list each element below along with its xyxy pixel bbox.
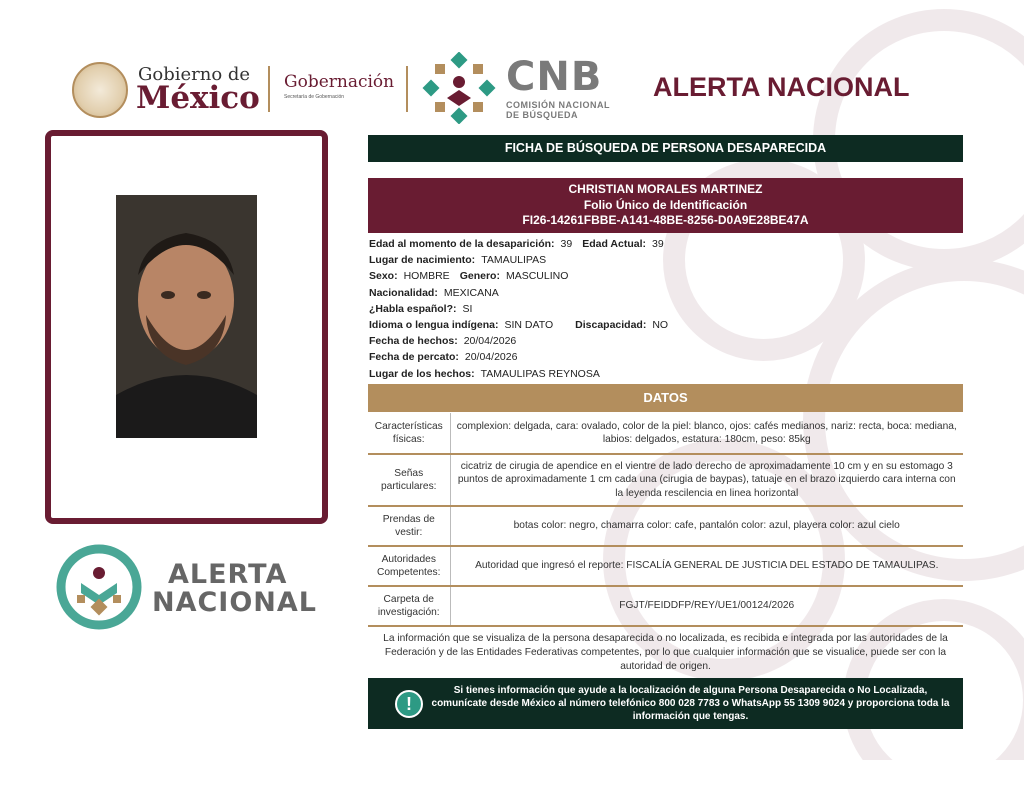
logo-line2: NACIONAL	[152, 587, 318, 618]
alerta-nacional-logo	[55, 543, 335, 631]
cnb-emblem-icon	[418, 52, 500, 124]
alert-icon: !	[395, 690, 423, 718]
gobierno-de-mexico-logo	[72, 60, 262, 118]
senas-label: Señas particulares:	[368, 454, 450, 506]
person-portrait-image	[116, 195, 257, 438]
caracteristicas-value: complexion: delgada, cara: ovalado, color de la piel: blanco, ojos: cafés medianos, nariz: recta, boca: mediana, labios: delgados, estatura: 180cm, peso: 85kg	[450, 413, 963, 454]
idioma-value: SIN DATO	[504, 319, 554, 332]
cnb-subtitle-line2: DE BÚSQUEDA	[506, 110, 579, 120]
person-photo	[116, 195, 257, 438]
sexo-value: HOMBRE	[403, 270, 450, 283]
edad-actual-label: Edad Actual:	[582, 238, 647, 250]
habla-value: SI	[462, 302, 473, 315]
fecha-percato-label: Fecha de percato:	[369, 351, 459, 364]
cnb-subtitle-line1: COMISIÓN NACIONAL	[506, 100, 610, 110]
alerta-nacional-emblem-icon	[55, 543, 143, 631]
sexo-label: Sexo:	[369, 270, 398, 283]
table-row	[368, 546, 963, 586]
photo-frame	[45, 130, 328, 524]
autoridades-value: Autoridad que ingresó el reporte: FISCALÍA GENERAL DE JUSTICIA DEL ESTADO DE TAMAULIPAS.	[450, 546, 963, 586]
discapacidad-value: NO	[652, 319, 669, 332]
folio-value: FI26-14261FBBE-A141-48BE-8256-D0A9E28BE47A	[522, 213, 809, 227]
prendas-label: Prendas de vestir:	[368, 506, 450, 546]
genero-label: Genero:	[459, 270, 500, 283]
lugar-hechos-label: Lugar de los hechos:	[369, 367, 475, 380]
autoridades-label: Autoridades Competentes:	[368, 546, 450, 586]
datos-title-bar: DATOS	[368, 384, 963, 412]
edad-actual-value: 39	[652, 238, 664, 250]
gobernacion-subtitle: Secretaría de Gobernación	[284, 94, 345, 100]
fecha-hechos-value: 20/04/2026	[463, 335, 517, 348]
senas-value: cicatriz de cirugia de apendice en el vientre de lado derecho de aproximadamente 10 cm y en su estomago 3 puntos de aproximadamente 1 cm cada una (cirugia de baypas), tatuaje en el brazo izquierdo cara interna con la leyenda rescilencia en linea horizontal	[450, 454, 963, 506]
nacionalidad-value: MEXICANA	[443, 286, 499, 299]
contact-text: Si tienes información que ayude a la localización de alguna Persona Desaparecida o No Localizada, comunícate desde México al número telefónico 800 028 7783 o WhatsApp 55 1309 9024 y proporciona toda la información que tengas.	[431, 685, 950, 722]
gobierno-line2: México	[136, 80, 260, 116]
carpeta-value: FGJT/FEIDDFP/REY/UE1/00124/2026	[450, 586, 963, 626]
table-row	[368, 413, 963, 454]
habla-label: ¿Habla español?:	[369, 302, 457, 315]
fecha-hechos-label: Fecha de hechos:	[369, 335, 458, 348]
fecha-percato-value: 20/04/2026	[464, 351, 518, 364]
table-row	[368, 506, 963, 546]
gobernacion-logo	[284, 72, 404, 102]
alerta-nacional-title: ALERTA NACIONAL	[653, 72, 910, 102]
gobierno-line1: Gobierno de	[138, 64, 251, 85]
divider	[268, 66, 270, 112]
logo-line1: ALERTA	[168, 559, 288, 590]
nacionalidad-label: Nacionalidad:	[369, 286, 438, 299]
lugar-hechos-value: TAMAULIPAS REYNOSA	[480, 367, 600, 380]
datos-table	[368, 413, 963, 627]
national-seal-icon	[72, 62, 128, 118]
nacimiento-value: TAMAULIPAS	[481, 254, 547, 267]
gobernacion-title: Gobernación	[284, 72, 395, 92]
cnb-subtitle	[506, 100, 610, 120]
person-name: CHRISTIAN MORALES MARTINEZ	[568, 182, 763, 196]
idioma-label: Idioma o lengua indígena:	[369, 319, 499, 332]
cnb-logo	[418, 52, 618, 124]
edad-label: Edad al momento de la desaparición:	[369, 238, 555, 250]
carpeta-label: Carpeta de investigación:	[368, 586, 450, 626]
cnb-title: CNB	[506, 54, 603, 100]
contact-banner	[368, 678, 963, 729]
caracteristicas-label: Características físicas:	[368, 413, 450, 454]
person-identity-box	[368, 178, 963, 233]
table-row	[368, 454, 963, 506]
ficha-title-bar: FICHA DE BÚSQUEDA DE PERSONA DESAPARECIDA	[368, 135, 963, 162]
edad-value: 39	[560, 238, 573, 250]
genero-value: MASCULINO	[505, 270, 569, 283]
disclaimer-text: La información que se visualiza de la persona desaparecida o no localizada, es recibida e integrada por las autoridades de la Federación y de las Entidades Federativas competentes, por lo que cualquier información que se visualice, puede ser con la autoridad de origen.	[383, 633, 948, 672]
folio-label: Folio Único de Identificación	[583, 197, 748, 212]
divider	[406, 66, 408, 112]
discapacidad-label: Discapacidad:	[575, 319, 647, 332]
alerta-nacional-logo-text	[152, 561, 317, 617]
table-row	[368, 586, 963, 626]
person-info	[369, 236, 959, 382]
prendas-value: botas color: negro, chamarra color: cafe, pantalón color: azul, playera color: azul cielo	[450, 506, 963, 546]
nacimiento-label: Lugar de nacimiento:	[369, 254, 476, 267]
